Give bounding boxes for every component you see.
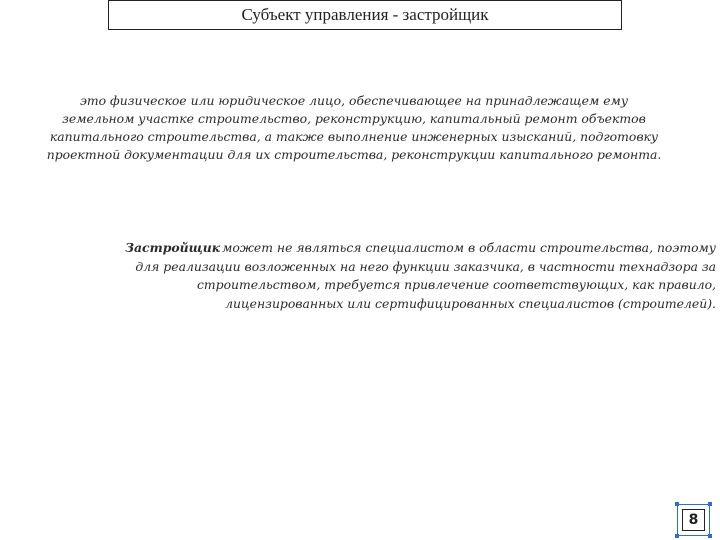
badge-corner-icon [675,534,679,538]
definition-paragraph: это физическое или юридическое лицо, обеспечивающее на принадлежащем ему земельном участке строительство, реконструкцию, капитальный ремонт объектов капитального строительства, а также выполнение инженерных изысканий, подготовку проектной документации для их строительства, реконструкции капитального ремонта. [46,93,662,162]
page-number-badge [677,504,710,536]
note-paragraph [120,239,716,313]
badge-corner-icon [708,534,712,538]
slide-title [108,0,622,30]
page-number: 8 [682,509,705,531]
note-term: Застройщик [125,240,221,255]
badge-corner-icon [675,502,679,506]
slide-title-text: Субъект управления - застройщик [241,5,489,24]
badge-corner-icon [708,502,712,506]
note-text: может не являться специалистом в области строительства, поэтому для реализации возложенных на него функции заказчика, в частности технадзора за строительством, требуется привлечение соответствующих, как правило, лицензированных или сертифицированных специалистов (строителей). [135,240,716,311]
